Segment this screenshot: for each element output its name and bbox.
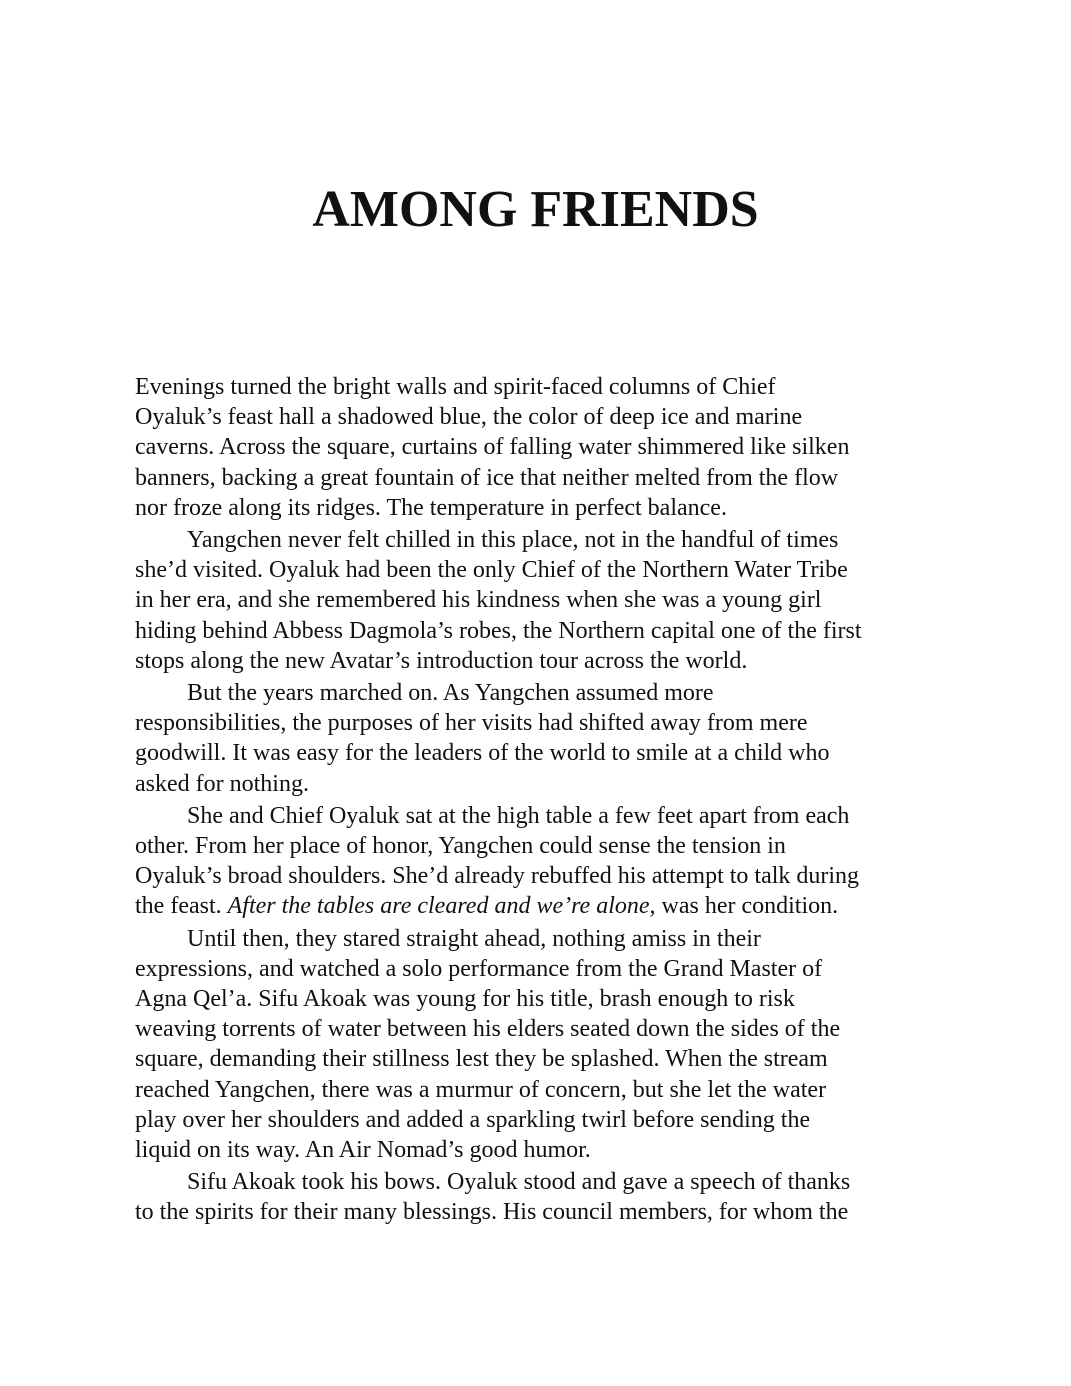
text-line: But the years marched on. As Yangchen assumed more (187, 680, 714, 707)
text-line: Sifu Akoak took his bows. Oyaluk stood and gave a speech of thanks (187, 1169, 851, 1196)
text-line: she’d visited. Oyaluk had been the only Chief of the Northern Water Tribe (135, 557, 848, 584)
paragraph-3 (135, 678, 945, 799)
paragraph-2 (135, 525, 945, 676)
text-line: expressions, and watched a solo performance from the Grand Master of (135, 955, 823, 982)
paragraph-4 (135, 801, 945, 922)
text-line: stops along the new Avatar’s introduction tour across the world. (135, 647, 748, 674)
text-line: Agna Qel’a. Sifu Akoak was young for his title, brash enough to risk (135, 986, 795, 1013)
text-line: Oyaluk’s feast hall a shadowed blue, the color of deep ice and marine (135, 404, 803, 431)
text-line: Until then, they stared straight ahead, nothing amiss in their (187, 925, 761, 952)
text-line: nor froze along its ridges. The temperature in perfect balance. (135, 494, 727, 521)
paragraph-5 (135, 924, 945, 1166)
text-line: in her era, and she remembered his kindness when she was a young girl (135, 587, 822, 614)
text-line: Evenings turned the bright walls and spirit-faced columns of Chief (135, 374, 776, 400)
text-line: play over her shoulders and added a sparkling twirl before sending the (135, 1106, 811, 1133)
text-line: Oyaluk’s broad shoulders. She’d already rebuffed his attempt to talk during (135, 863, 860, 890)
text-line: liquid on its way. An Air Nomad’s good humor. (135, 1137, 591, 1164)
text-line (135, 891, 945, 921)
paragraph-6 (135, 1167, 945, 1227)
text-line: weaving torrents of water between his elders seated down the sides of the (135, 1016, 841, 1043)
text-line: square, demanding their stillness lest they be splashed. When the stream (135, 1046, 828, 1073)
text-line: Yangchen never felt chilled in this place, not in the handful of times (187, 527, 839, 554)
text-line: reached Yangchen, there was a murmur of concern, but she let the water (135, 1076, 827, 1103)
chapter-title: AMONG FRIENDS (312, 181, 759, 238)
text-line: hiding behind Abbess Dagmola’s robes, the Northern capital one of the first (135, 617, 862, 644)
text-line: responsibilities, the purposes of her visits had shifted away from mere (135, 710, 808, 737)
text-line: to the spirits for their many blessings. His council members, for whom the (135, 1199, 849, 1226)
text-line: She and Chief Oyaluk sat at the high table a few feet apart from each (187, 802, 850, 829)
paragraph-1 (135, 372, 945, 523)
text-line: caverns. Across the square, curtains of falling water shimmered like silken (135, 434, 850, 461)
text-line: goodwill. It was easy for the leaders of the world to smile at a child who (135, 740, 830, 767)
text-line: asked for nothing. (135, 770, 309, 797)
text-fragment: the feast. (135, 893, 228, 920)
text-line: banners, backing a great fountain of ice that neither melted from the flow (135, 464, 839, 491)
text-fragment: , was her condition. (649, 893, 839, 920)
text-line: other. From her place of honor, Yangchen could sense the tension in (135, 833, 786, 860)
chapter-body (135, 372, 945, 1230)
italic-phrase: After the tables are cleared and we’re alone (227, 893, 650, 920)
